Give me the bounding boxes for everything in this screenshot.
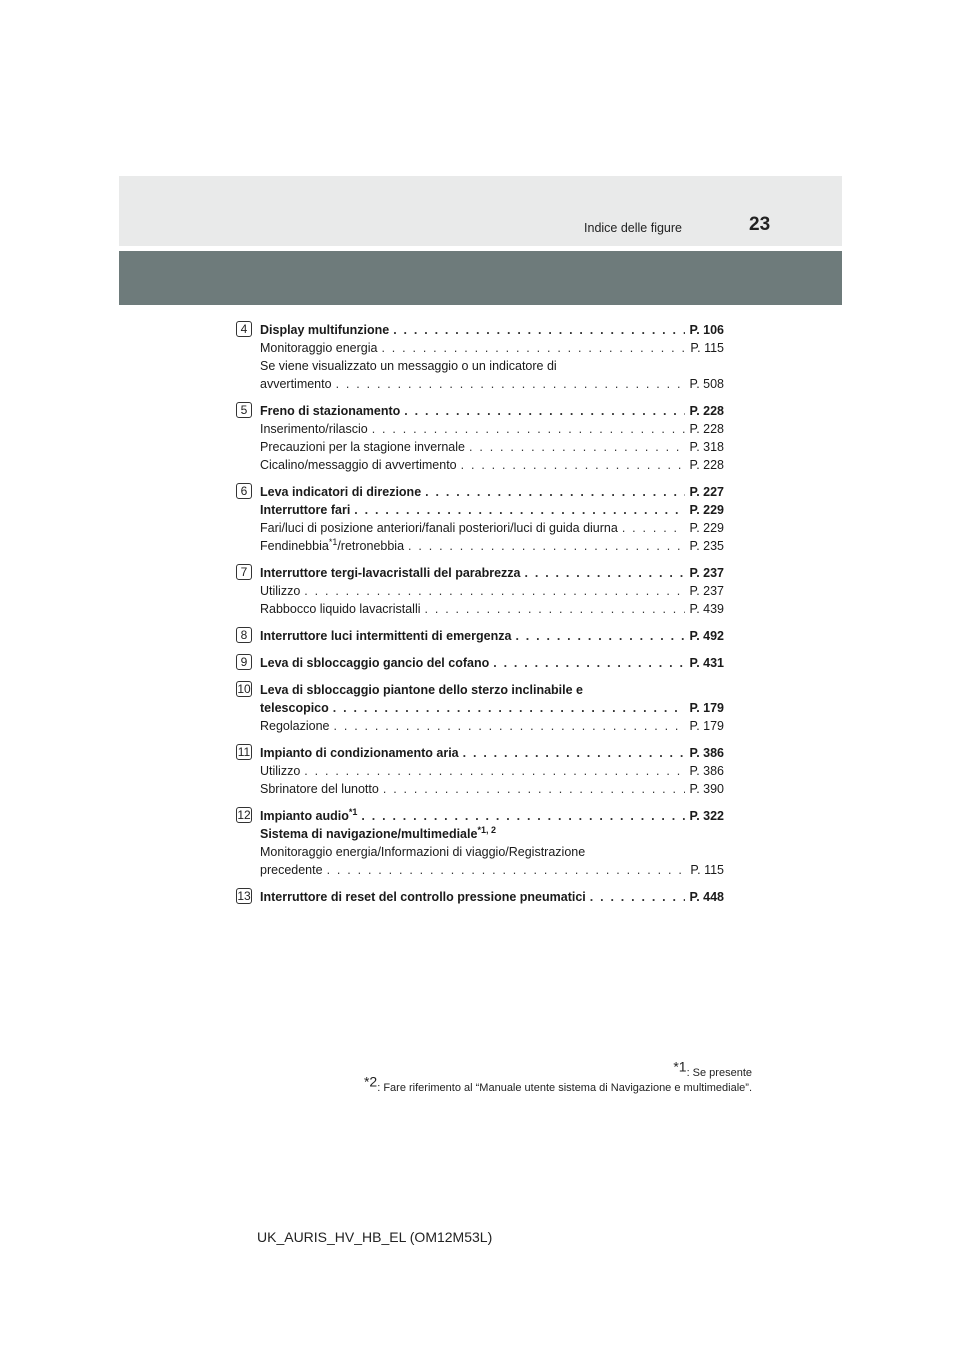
leader-dots — [334, 717, 686, 735]
entry-label-wrap — [260, 744, 459, 762]
entry-label-wrap — [260, 321, 389, 339]
page-reference-link[interactable]: P. 228 — [689, 422, 724, 436]
index-entry[interactable] — [260, 807, 724, 825]
leader-dots — [327, 861, 687, 879]
index-entry[interactable] — [260, 339, 724, 357]
page-reference-link[interactable]: P. 448 — [689, 890, 724, 904]
index-group-9 — [236, 654, 724, 672]
entry-label: Impianto di condizionamento aria — [260, 746, 459, 760]
entry-label: Impianto audio — [260, 809, 349, 823]
page-reference-link[interactable]: P. 386 — [689, 746, 724, 760]
page-reference-link[interactable]: P. 386 — [689, 764, 724, 778]
leader-dots — [425, 600, 686, 618]
index-group-7 — [236, 564, 724, 618]
line-text: Sistema di navigazione/multimediale — [260, 827, 478, 841]
entry-label-wrap — [260, 537, 404, 555]
page-reference-link[interactable]: P. 235 — [689, 539, 724, 553]
index-entry[interactable] — [260, 600, 724, 618]
leader-dots — [515, 627, 685, 645]
page-reference-link[interactable]: P. 115 — [690, 341, 724, 355]
index-group-10 — [236, 681, 724, 735]
page-reference-link[interactable]: P. 229 — [689, 503, 724, 517]
entry-label: Interruttore luci intermittenti di emergenza — [260, 629, 512, 643]
leader-dots — [304, 582, 685, 600]
entry-label-wrap — [260, 519, 618, 537]
index-entry[interactable] — [260, 483, 724, 501]
entry-label-wrap — [260, 483, 421, 501]
entry-label-wrap — [260, 501, 350, 519]
page-reference-link[interactable]: P. 228 — [689, 458, 724, 472]
header-bar — [119, 251, 842, 305]
entry-label-wrap — [260, 888, 586, 906]
entry-label-wrap — [260, 780, 379, 798]
index-group-12 — [236, 807, 724, 879]
line-text: Monitoraggio energia/Informazioni di viaggio/Registrazione — [260, 845, 586, 859]
footnote-mark: *2 — [363, 1073, 378, 1090]
page-reference-link[interactable]: P. 115 — [690, 863, 724, 877]
leader-dots — [463, 744, 686, 762]
page-reference-link[interactable]: P. 179 — [689, 701, 724, 715]
entry-label: Display multifunzione — [260, 323, 390, 337]
entry-label-suffix: /retronebbia — [337, 539, 405, 553]
entry-label-wrap — [260, 762, 300, 780]
entry-label: Monitoraggio energia — [260, 341, 378, 355]
index-entry[interactable] — [260, 654, 724, 672]
index-entry[interactable] — [260, 438, 724, 456]
leader-dots — [404, 402, 685, 420]
index-entry[interactable] — [260, 519, 724, 537]
index-text-line — [260, 357, 724, 375]
entry-label: avvertimento — [260, 377, 332, 391]
index-group-6 — [236, 483, 724, 555]
page-reference-link[interactable]: P. 229 — [689, 521, 724, 535]
footnote-mark: *1, 2 — [477, 824, 496, 835]
page-reference-link[interactable]: P. 179 — [689, 719, 724, 733]
page-reference-link[interactable]: P. 322 — [689, 809, 724, 823]
item-number-badge: 13 — [237, 889, 251, 903]
entry-label: Interruttore di reset del controllo pressione pneumatici — [260, 890, 586, 904]
index-entry[interactable] — [260, 717, 724, 735]
item-number-badge: 10 — [237, 682, 251, 696]
footnote-text: : Se presente — [686, 1067, 752, 1079]
entry-label: Sbrinatore del lunotto — [260, 782, 379, 796]
line-text: Se viene visualizzato un messaggio o un indicatore di — [260, 359, 557, 373]
entry-label: precedente — [260, 863, 323, 877]
page-reference-link[interactable]: P. 237 — [689, 584, 724, 598]
leader-dots — [333, 699, 686, 717]
item-number-badge: 7 — [236, 564, 252, 580]
entry-label: Leva di sbloccaggio gancio del cofano — [260, 656, 490, 670]
entry-label-wrap — [260, 807, 357, 825]
index-entry[interactable] — [260, 501, 724, 519]
entry-label-wrap — [260, 402, 400, 420]
page-reference-link[interactable]: P. 228 — [689, 404, 724, 418]
entry-label-wrap — [260, 699, 329, 717]
footnote-text: : Fare riferimento al “Manuale utente sistema di Navigazione e multimediale”. — [377, 1082, 752, 1094]
page-reference-link[interactable]: P. 237 — [689, 566, 724, 580]
page-reference-link[interactable]: P. 439 — [689, 602, 724, 616]
leader-dots — [425, 483, 685, 501]
footnote-mark: *1 — [328, 536, 338, 547]
index-entry[interactable] — [260, 420, 724, 438]
item-number-badge: 5 — [236, 402, 252, 418]
index-group-13 — [236, 888, 724, 906]
entry-label: Fari/luci di posizione anteriori/fanali posteriori/luci di guida diurna — [260, 521, 618, 535]
leader-dots — [354, 501, 685, 519]
index-entry[interactable] — [260, 780, 724, 798]
index-group-5 — [236, 402, 724, 474]
entry-label: Regolazione — [260, 719, 330, 733]
entry-label: Inserimento/rilascio — [260, 422, 368, 436]
entry-label: Freno di stazionamento — [260, 404, 401, 418]
index-text-line — [260, 843, 724, 861]
index-entry[interactable] — [260, 375, 724, 393]
item-number-badge: 6 — [236, 483, 252, 499]
page-reference-link[interactable]: P. 492 — [689, 629, 724, 643]
index-group-8 — [236, 627, 724, 645]
page-reference-link[interactable]: P. 431 — [689, 656, 724, 670]
item-number-badge: 4 — [236, 321, 252, 337]
index-group-4 — [236, 321, 724, 393]
entry-label-wrap — [260, 654, 489, 672]
leader-dots — [336, 375, 686, 393]
index-entry[interactable] — [260, 402, 724, 420]
item-number-badge: 8 — [236, 627, 252, 643]
index-entry[interactable] — [260, 456, 724, 474]
entry-label: Utilizzo — [260, 764, 301, 778]
entry-label: Interruttore fari — [260, 503, 351, 517]
leader-dots — [461, 456, 686, 474]
entry-label-wrap — [260, 564, 521, 582]
index-text-line — [260, 681, 724, 699]
leader-dots — [525, 564, 686, 582]
item-number-badge: 11 — [237, 745, 251, 759]
leader-dots — [590, 888, 686, 906]
page-reference-link[interactable]: P. 318 — [689, 440, 724, 454]
page-reference-link[interactable]: P. 227 — [689, 485, 724, 499]
leader-dots — [622, 519, 686, 537]
leader-dots — [381, 339, 686, 357]
index-entry[interactable] — [260, 582, 724, 600]
footnote-mark: *1 — [673, 1058, 687, 1075]
entry-label-wrap — [260, 456, 457, 474]
index-entry[interactable] — [260, 762, 724, 780]
leader-dots — [361, 807, 685, 825]
leader-dots — [393, 321, 685, 339]
page-number: 23 — [749, 214, 771, 235]
index-entry[interactable] — [260, 321, 724, 339]
line-text: Leva di sbloccaggio piantone dello sterzo inclinabile e — [260, 683, 583, 697]
document-code: UK_AURIS_HV_HB_EL (OM12M53L) — [257, 1229, 493, 1245]
entry-label: Fendinebbia — [260, 539, 329, 553]
item-number-badge: 9 — [236, 654, 252, 670]
leader-dots — [372, 420, 686, 438]
index-entry[interactable] — [260, 699, 724, 717]
entry-label: Interruttore tergi-lavacristalli del parabrezza — [260, 566, 521, 580]
figure-index-list — [236, 321, 724, 915]
page-reference-link[interactable]: P. 390 — [689, 782, 724, 796]
index-entry[interactable] — [260, 537, 724, 555]
entry-label-wrap — [260, 582, 300, 600]
leader-dots — [469, 438, 685, 456]
index-group-11 — [236, 744, 724, 798]
leader-dots — [408, 537, 685, 555]
index-entry[interactable] — [260, 744, 724, 762]
page-reference-link[interactable]: P. 106 — [689, 323, 724, 337]
index-entry[interactable] — [260, 564, 724, 582]
item-number-badge: 12 — [237, 808, 251, 822]
index-entry[interactable] — [260, 861, 724, 879]
leader-dots — [383, 780, 686, 798]
entry-label: Cicalino/messaggio di avvertimento — [260, 458, 457, 472]
entry-label: telescopico — [260, 701, 329, 715]
page-reference-link[interactable]: P. 508 — [689, 377, 724, 391]
index-text-line — [260, 825, 724, 843]
footnote-1 — [364, 1058, 752, 1081]
entry-label-wrap — [260, 420, 368, 438]
entry-label: Utilizzo — [260, 584, 301, 598]
entry-label-wrap — [260, 339, 377, 357]
index-entry[interactable] — [260, 888, 724, 906]
entry-label-wrap — [260, 717, 330, 735]
leader-dots — [493, 654, 685, 672]
entry-label-wrap — [260, 627, 511, 645]
entry-label: Leva indicatori di direzione — [260, 485, 422, 499]
entry-label-wrap — [260, 861, 323, 879]
entry-label-wrap — [260, 438, 465, 456]
section-title: Indice delle figure — [584, 221, 682, 235]
footnote-mark: *1 — [348, 806, 358, 817]
entry-label-wrap — [260, 375, 332, 393]
entry-label: Precauzioni per la stagione invernale — [260, 440, 465, 454]
index-entry[interactable] — [260, 627, 724, 645]
leader-dots — [304, 762, 685, 780]
entry-label: Rabbocco liquido lavacristalli — [260, 602, 421, 616]
header-band — [119, 176, 842, 246]
footnotes — [363, 1058, 752, 1096]
entry-label-wrap — [260, 600, 421, 618]
